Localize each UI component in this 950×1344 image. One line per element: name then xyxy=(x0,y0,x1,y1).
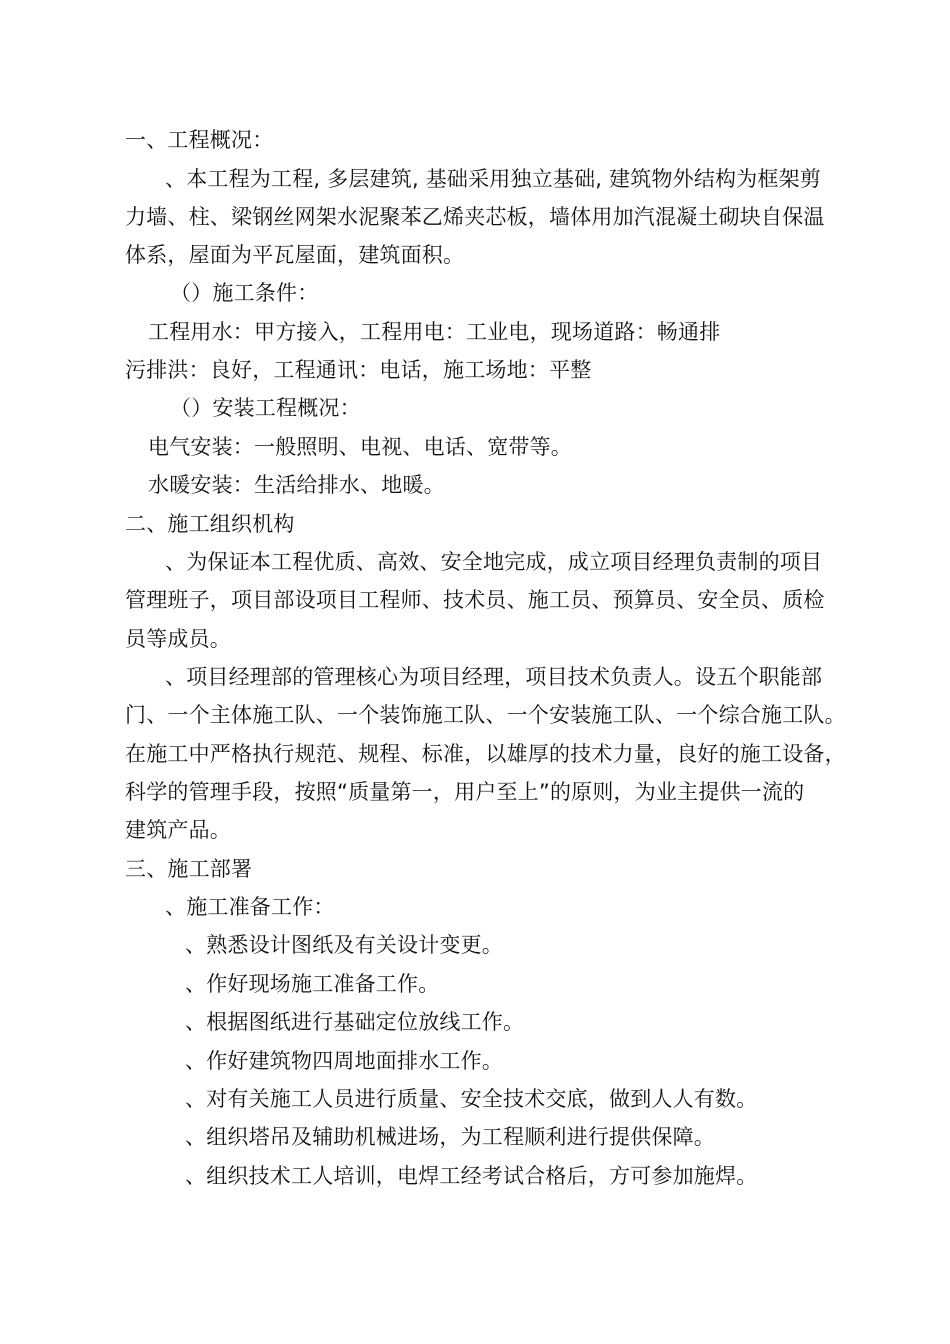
paragraph-line: 工程用水：甲方接入，工程用电：工业电，现场道路：畅通排 xyxy=(148,320,721,344)
section-heading-overview: 一、工程概况： xyxy=(125,128,274,152)
paragraph-line: 在施工中严格执行规范、规程、标准，以雄厚的技术力量，良好的施工设备， xyxy=(125,742,846,766)
list-item: 、作好现场施工准备工作。 xyxy=(185,972,440,996)
paragraph-line: 门、一个主体施工队、一个装饰施工队、一个安装施工队、一个综合施工队。 xyxy=(125,703,846,727)
paragraph-line: 建筑产品。 xyxy=(125,818,231,842)
subheading-installation: （）安装工程概况： xyxy=(170,396,361,420)
subheading-conditions: （）施工条件： xyxy=(170,281,319,305)
paragraph-line: 科学的管理手段，按照“质量第一，用户至上”的原则，为业主提供一流的 xyxy=(125,780,805,804)
paragraph-line: 、项目经理部的管理核心为项目经理，项目技术负责人。设五个职能部 xyxy=(165,665,823,689)
paragraph-line: 、本工程为工程, 多层建筑, 基础采用独立基础, 建筑物外结构为框架剪 xyxy=(165,167,822,191)
list-item: 、熟悉设计图纸及有关设计变更。 xyxy=(185,933,503,957)
paragraph-line: 污排洪：良好，工程通讯：电话，施工场地：平整 xyxy=(125,358,592,382)
subheading-preparation: 、施工准备工作： xyxy=(165,895,335,919)
section-heading-organization: 二、施工组织机构 xyxy=(125,512,295,536)
paragraph-line: 员等成员。 xyxy=(125,627,231,651)
paragraph-line: 电气安装：一般照明、电视、电话、宽带等。 xyxy=(148,435,572,459)
paragraph-line: 水暖安装：生活给排水、地暖。 xyxy=(148,473,445,497)
paragraph-line: 体系，屋面为平瓦屋面，建筑面积。 xyxy=(125,243,465,267)
list-item: 、对有关施工人员进行质量、安全技术交底，做到人人有数。 xyxy=(185,1087,758,1111)
paragraph-line: 、为保证本工程优质、高效、安全地完成，成立项目经理负责制的项目 xyxy=(165,550,823,574)
list-item: 、组织技术工人培训，电焊工经考试合格后，方可参加施焊。 xyxy=(185,1164,758,1188)
list-item: 、根据图纸进行基础定位放线工作。 xyxy=(185,1010,525,1034)
paragraph-line: 力墙、柱、梁钢丝网架水泥聚苯乙烯夹芯板，墙体用加汽混凝土砌块自保温 xyxy=(125,205,825,229)
paragraph-line: 管理班子，项目部设项目工程师、技术员、施工员、预算员、安全员、质检 xyxy=(125,588,825,612)
list-item: 、作好建筑物四周地面排水工作。 xyxy=(185,1049,503,1073)
list-item: 、组织塔吊及辅助机械进场，为工程顺利进行提供保障。 xyxy=(185,1125,715,1149)
section-heading-deployment: 三、施工部署 xyxy=(125,857,253,881)
